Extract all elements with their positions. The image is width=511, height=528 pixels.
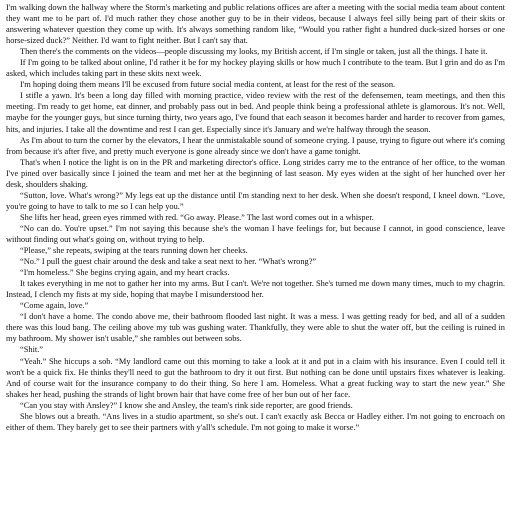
body-paragraph: “No.” I pull the guest chair around the desk and take a seat next to her. “What's wrong?” [20,257,317,267]
body-paragraph: “Shit.” [20,345,44,355]
body-paragraph: As I'm about to turn the corner by the elevators, I hear the unmistakable sound of someone crying. I pause, trying to figure out where it's coming from because it's after five, and pretty much everyone is gone already since we don't have a game tonight. [6,135,505,156]
body-paragraph: Then there's the comments on the videos—people discussing my looks, my British accent, if I'm single or taken, just all the things. I hate it. [20,47,488,57]
body-paragraph: “Come again, love.” [20,301,89,311]
body-paragraph: “I don't have a home. The condo above me, their bathroom flooded last night. It was a mess. I was getting ready for bed, and all of a sudden there was this loud bang. The ceiling above my tub was gushing water. Thankfully, they were able to shut the water off, but the ceiling is ruined in my bathroom. My shower isn't usable,” she rambles out between sobs. [6,312,505,344]
body-paragraph: I'm hoping doing them means I'll be excused from future social media content, at least for the rest of the season. [20,80,396,90]
body-paragraph: I stifle a yawn. It's been a long day filled with morning practice, video review with the rest of the defensemen, team meetings, and then this meeting. I'm ready to get home, eat dinner, and probably pass out in bed. And people think being a professional athlete is glamorous. It's not. Well, maybe for the younger guys, but since turning thirty, two years ago, I've found that each season it becomes harder and harder to recover from games, hits, and injuries. I take all the downtime and rest I can get. Especially since it's January and we're halfway through the season. [6,91,505,134]
body-paragraph: “No can do. You're upset.” I'm not saying this because she's the woman I have feelings for, but because I cannot, in good conscience, leave without finding out what's going on, without trying to help. [6,223,505,244]
body-paragraph: “Can you stay with Ansley?” I know she and Ansley, the team's rink side reporter, are good friends. [20,400,353,410]
body-paragraph: It takes everything in me not to gather her into my arms. But I can't. We're not together. She's turned me down many times, much to my chagrin. Instead, I clench my fists at my side, hoping that maybe I misunderstood her. [6,279,505,300]
body-paragraph: “Yeah.” She hiccups a sob. “My landlord came out this morning to take a look at it and put in a claim with his insurance. Even I could tell it won't be a quick fix. He thinks they'll need to gut the bathroom to dry it out first. But nothing can be done until upstairs fixes whatever is leaking. And of course wait for the insurance company to do their thing. So here I am. Homeless. What a great fucking way to start the new year.” She shakes her head, pushing the strands of light brown hair that have come free of her bun out of her face. [6,356,505,399]
document-page [6,2,505,433]
body-paragraph: “Sutton, love. What's wrong?” My legs eat up the distance until I'm standing next to her desk. When she doesn't respond, I kneel down. “Love, you're going to have to talk to me so I can help you.” [6,190,505,211]
body-paragraph: She blows out a breath. “Ans lives in a studio apartment, so she's out. I can't exactly ask Becca or Hadley either. I'm not going to encroach on either of them. They barely get to see their partners with y'all's schedule. I'm not going to make it worse.” [6,411,505,432]
body-paragraph: “Please,” she repeats, swiping at the tears running down her cheeks. [20,246,248,256]
body-paragraph: She lifts her head, green eyes rimmed with red. “Go away. Please.” The last word comes out in a whisper. [20,212,374,222]
body-paragraph: If I'm going to be talked about online, I'd rather it be for my hockey playing skills or how much I contribute to the team. But I grin and do as I'm asked, which includes taking part in these skits next week. [6,58,505,79]
body-paragraph: I'm walking down the hallway where the Storm's marketing and public relations offices are after a meeting with the social media team about content they want me to be part of. I'd much rather they chose another guy to be in their videos, because I always feel silly being part of their skits or answering whatever question they come up with. It's always something random like, “Would you rather fight a hundred duck-sized horses or one horse-sized duck?” Neither. I'd want to fight neither. But I can't say that. [6,3,505,46]
body-paragraph: “I'm homeless.” She begins crying again, and my heart cracks. [20,268,230,278]
body-paragraph: That's when I notice the light is on in the PR and marketing director's office. Long strides carry me to the entrance of her office, to the woman I've pined over basically since I joined the team and met her at the beginning of last season. My eyes widen at the sight of her hunched over her desk, shoulders shaking. [6,157,505,189]
